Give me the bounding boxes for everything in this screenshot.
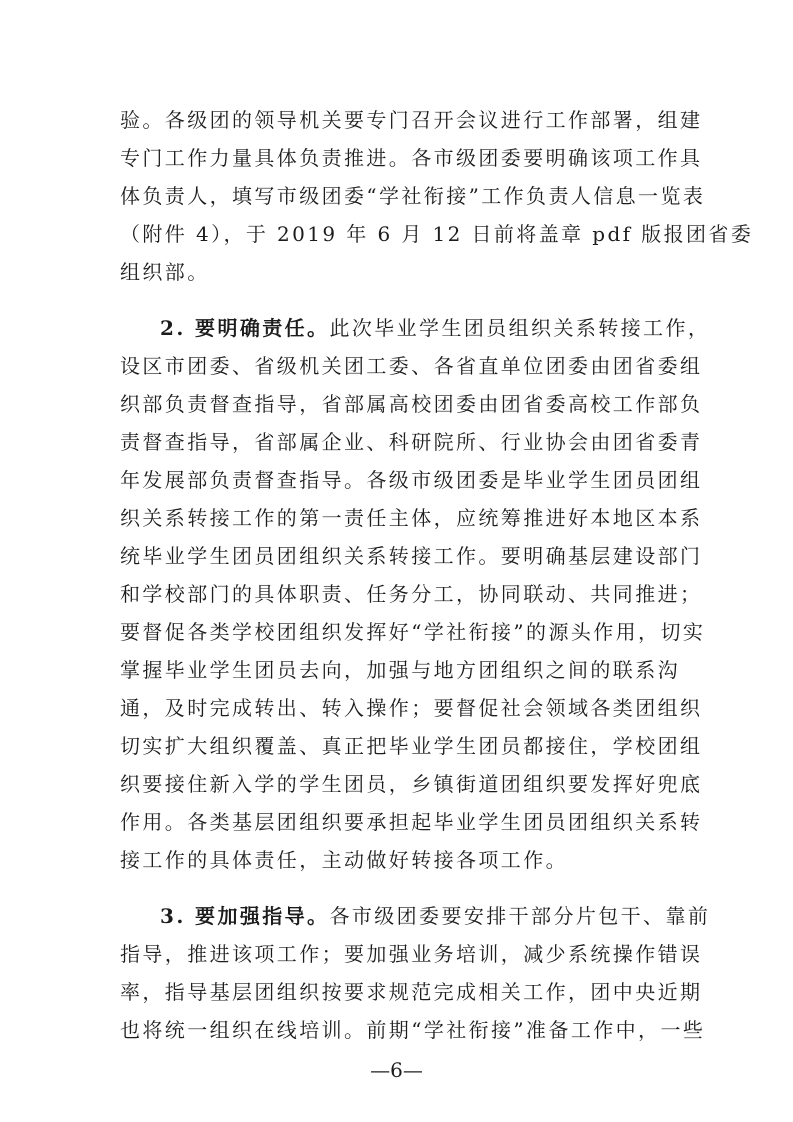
paragraph-line: 切实扩大组织覆盖、真正把毕业学生团员都接住，学校团组 [120,734,703,758]
paragraph-line: 组织部。 [120,260,210,284]
page-number: —6— [370,1058,423,1082]
paragraph-line: 也将统一组织在线培训。前期“学社衔接”准备工作中，一些 [120,1018,706,1042]
paragraph-line: 织关系转接工作的第一责任主体，应统筹推进好本地区本系 [120,506,703,530]
section-2-first-line [160,313,710,343]
section-2-heading: 2. 要明确责任。 [160,316,330,340]
paragraph-line: 接工作的具体责任，主动做好转接各项工作。 [120,848,568,872]
paragraph-line: 年发展部负责督查指导。各级市级团委是毕业学生团员团组 [120,468,703,492]
paragraph-line: （附件 4），于 2019 年 6 月 12 日前将盖章 pdf 版报团省委 [120,222,754,246]
paragraph-line: 指导，推进该项工作；要加强业务培训，减少系统操作错误 [120,942,703,966]
section-2-first-line-text: 此次毕业学生团员组织关系转接工作， [329,316,711,340]
paragraph-line: 验。各级团的领导机关要专门召开会议进行工作部署，组建 [120,108,703,132]
paragraph-line: 专门工作力量具体负责推进。各市级团委要明确该项工作具 [120,146,703,170]
paragraph-line: 掌握毕业学生团员去向，加强与地方团组织之间的联系沟 [120,658,680,682]
section-3-first-line-text: 各市级团委要安排干部分片包干、靠前 [329,904,711,928]
section-3-first-line [160,901,710,931]
paragraph-line: 统毕业学生团员团组织关系转接工作。要明确基层建设部门 [120,544,703,568]
paragraph-line: 通，及时完成转出、转入操作；要督促社会领域各类团组织 [120,696,703,720]
paragraph-line: 率，指导基层团组织按要求规范完成相关工作，团中央近期 [120,980,703,1004]
paragraph-line: 体负责人，填写市级团委“学社衔接”工作负责人信息一览表 [120,184,706,208]
paragraph-line: 作用。各类基层团组织要承担起毕业学生团员团组织关系转 [120,810,703,834]
paragraph-line: 要督促各类学校团组织发挥好“学社衔接”的源头作用，切实 [120,620,706,644]
section-3-heading: 3. 要加强指导。 [160,904,330,928]
paragraph-line: 设区市团委、省级机关团工委、各省直单位团委由团省委组 [120,354,703,378]
paragraph-line: 织部负责督查指导，省部属高校团委由团省委高校工作部负 [120,392,703,416]
paragraph-line: 织要接住新入学的学生团员，乡镇街道团组织要发挥好兜底 [120,772,703,796]
paragraph-line: 和学校部门的具体职责、任务分工，协同联动、共同推进； [120,582,703,606]
paragraph-line: 责督查指导，省部属企业、科研院所、行业协会由团省委青 [120,430,703,454]
